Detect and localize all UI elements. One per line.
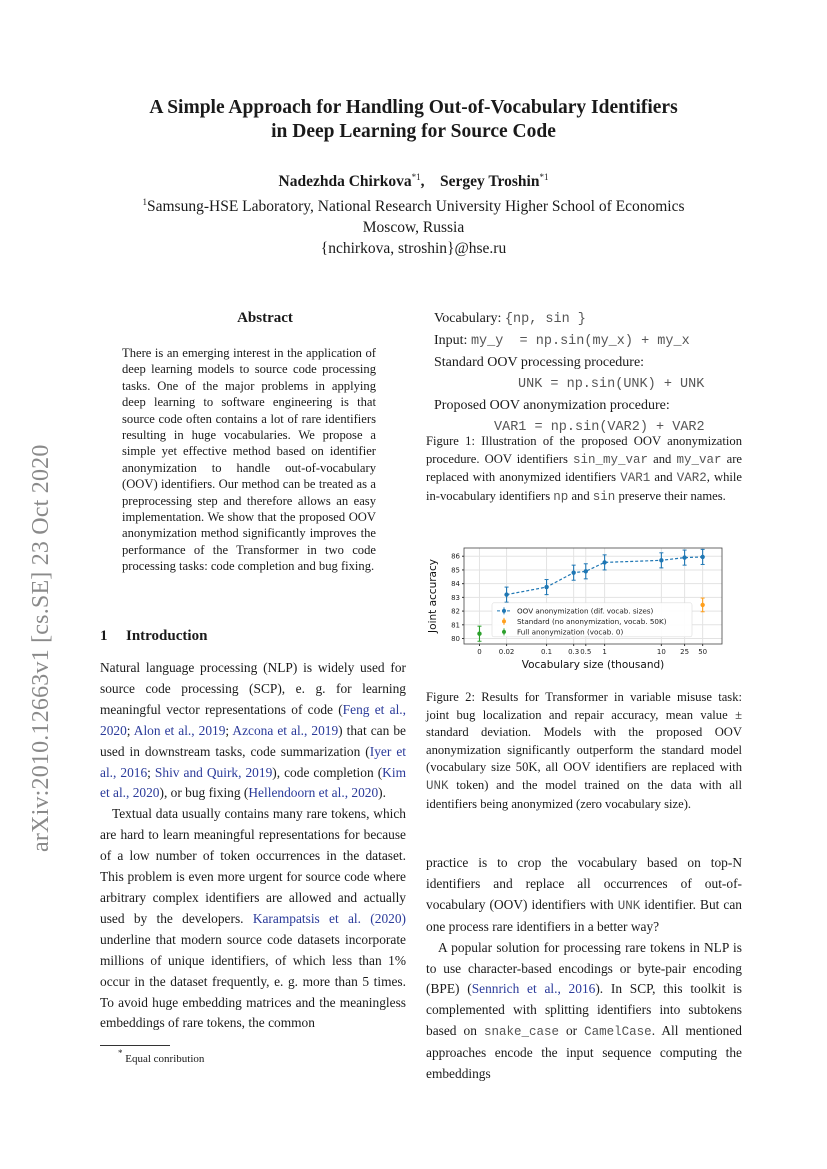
section-heading xyxy=(100,628,207,645)
affiliation: Samsung-HSE Laboratory, National Research University Higher School of Economics xyxy=(147,198,685,215)
author-mark: *1 xyxy=(411,172,421,182)
footnote-rule xyxy=(100,1045,170,1046)
figure-1-caption: Figure 1: Illustration of the proposed OOV anonymization procedure. OOV identifiers sin_my_var and my_var are replaced with anonymized identifiers VAR1 and VAR2, while in-vocabulary identifiers np and sin preserve their names. xyxy=(426,434,742,504)
figure-2-chart xyxy=(424,544,734,674)
paragraph: practice is to crop the vocabulary based on top-N identifiers and replace all occurrences of out-of-vocabulary (OOV) identifiers with UNK identifier. But can one process rare identifiers in a better way? xyxy=(426,855,742,934)
citation-link[interactable]: Feng et al., 2020 xyxy=(100,701,406,738)
svg-text:10: 10 xyxy=(656,648,666,656)
svg-text:81: 81 xyxy=(451,621,460,630)
citation-link[interactable]: Hellendoorn et al., 2020 xyxy=(248,785,379,801)
citation-link[interactable]: Sennrich et al., 2016 xyxy=(471,981,596,997)
citation-link[interactable]: Iyer et al., 2016 xyxy=(100,743,406,780)
svg-text:82: 82 xyxy=(451,607,460,616)
introduction-left-column xyxy=(100,658,406,1034)
affiliation-mark: 1 xyxy=(142,197,147,207)
introduction-right-column xyxy=(426,853,742,1085)
svg-text:Joint accuracy: Joint accuracy xyxy=(427,559,439,633)
citation-link[interactable]: Shiv and Quirk, 2019 xyxy=(154,764,273,780)
svg-text:85: 85 xyxy=(451,566,460,575)
code-text: {np, sin } xyxy=(504,312,586,327)
paragraph: Textual data usually contains many rare tokens, which are hard to learn meaningful representations for because of a low number of token occurrences in the dataset. This problem is even more urgent for source code where arbitrary complex identifiers are allowed and actually used by the developers. Karampatsis et al. (2020) underline that modern source code datasets incorporate millions of unique identifiers, of which less than 1% occur in the dataset frequently, e. g. more than 5 times. To avoid huge embedding matrices and the meaningless embeddings of rare tokens, the common xyxy=(100,806,406,1031)
svg-text:0.02: 0.02 xyxy=(498,648,515,656)
svg-text:OOV anonymization (dif. vocab.: OOV anonymization (dif. vocab. sizes) xyxy=(517,606,654,616)
svg-text:50: 50 xyxy=(698,648,708,656)
section-title: Introduction xyxy=(126,628,208,644)
svg-text:Full anonymization (vocab. 0): Full anonymization (vocab. 0) xyxy=(517,627,624,637)
author-list: Nadezhda Chirkova$^{*1}$, Sergey Troshin$^{*1}$ xyxy=(278,172,549,190)
paragraph: Natural language processing (NLP) is widely used for source code processing (SCP), e. g. for learning meaningful vector representations of code (Feng et al., 2020; Alon et al., 2019; Azcona et al., 2019) that can be used in downstream tasks, code summarization (Iyer et al., 2016; Shiv and Quirk, 2019), code completion (Kim et al., 2020), or bug fixing (Hellendoorn et al., 2020). xyxy=(100,660,406,801)
figure-2-caption: Figure 2: Results for Transformer in variable misuse task: joint bug localization and repair accuracy, mean value ± standard deviation. Models with the proposed OOV anonymization significantly outperform the standard model (vocabulary size 50K, all OOV identifiers are replaced with UNK token) and the model trained on the data with all identifiers being anonymized (zero vocabulary size). xyxy=(426,690,742,811)
svg-text:83: 83 xyxy=(451,593,460,602)
svg-text:0.5: 0.5 xyxy=(580,648,592,656)
arxiv-stamp-text: arXiv:2010.12663v1 [cs.SE] 23 Oct 2020 xyxy=(28,444,54,852)
arxiv-stamp xyxy=(28,372,58,852)
affiliation-block xyxy=(80,192,747,259)
location: Moscow, Russia xyxy=(362,219,465,236)
svg-text:0.1: 0.1 xyxy=(540,648,553,656)
svg-text:Vocabulary size (thousand): Vocabulary size (thousand) xyxy=(521,659,665,671)
abstract-text: There is an emerging interest in the application of deep learning models to source code processing tasks. One of the major problems in applying deep learning to software engineering is that source code often contains a lot of rare identifiers resulting in huge vocabularies. We propose a simple yet effective method based on identifier anonymization to handle out-of-vocabulary (OOV) identifiers. Our method can be treated as a preprocessing step and therefore allows an easy implementation. We show that the proposed OOV anonymization method significantly improves the performance of the Transformer in two code processing tasks: code completion and bug fixing. xyxy=(122,346,376,574)
svg-text:0: 0 xyxy=(477,648,482,656)
svg-text:84: 84 xyxy=(451,580,460,589)
svg-text:Standard (no anonymization, vo: Standard (no anonymization, vocab. 50K) xyxy=(517,616,667,626)
figure-1-illustration: Vocabulary: {np, sin } Input: my_y = np.sin(my_x) + my_x Standard OOV processing procedure: UNK = np.sin(UNK) + UNK Proposed OOV anonymization procedure: VAR1 = np.sin(VAR2) + VAR2 xyxy=(434,311,705,435)
svg-text:25: 25 xyxy=(680,648,690,656)
paper-title xyxy=(80,96,747,144)
section-number: 1 xyxy=(100,628,108,644)
title-line-1: A Simple Approach for Handling Out-of-Vocabulary Identifiers xyxy=(149,97,678,118)
svg-text:1: 1 xyxy=(602,648,607,656)
citation-link[interactable]: Kim et al., 2020 xyxy=(100,764,406,801)
paragraph: A popular solution for processing rare tokens in NLP is to use character-based encodings or byte-pair encoding (BPE) (Sennrich et al., 2016). In SCP, this toolkit is complemented with splitting identifiers into subtokens based on snake_case or CamelCase. All mentioned approaches encode the input sequence computing the embeddings xyxy=(426,939,742,1082)
title-line-2: in Deep Learning for Source Code xyxy=(271,121,556,142)
svg-text:80: 80 xyxy=(451,635,460,644)
code-text: my_y = np.sin(my_x) + my_x xyxy=(470,334,690,349)
citation-link[interactable]: Azcona et al., 2019 xyxy=(232,722,339,738)
line-chart xyxy=(424,544,734,674)
emails: {nchirkova, stroshin}@hse.ru xyxy=(320,240,507,257)
code-text: VAR1 = np.sin(VAR2) + VAR2 xyxy=(494,420,705,435)
author-name: Sergey Troshin xyxy=(439,173,540,190)
code-text: UNK = np.sin(UNK) + UNK xyxy=(518,377,705,392)
author-mark: *1 xyxy=(539,172,549,182)
svg-text:0.3: 0.3 xyxy=(568,648,580,656)
abstract-heading: Abstract xyxy=(237,310,293,326)
svg-text:86: 86 xyxy=(451,552,460,561)
citation-link[interactable]: Alon et al., 2019 xyxy=(133,722,226,738)
author-name: Nadezhda Chirkova xyxy=(278,173,412,190)
footnote: * Equal conribution xyxy=(118,1048,205,1065)
citation-link[interactable]: Karampatsis et al. (2020) xyxy=(252,910,406,926)
